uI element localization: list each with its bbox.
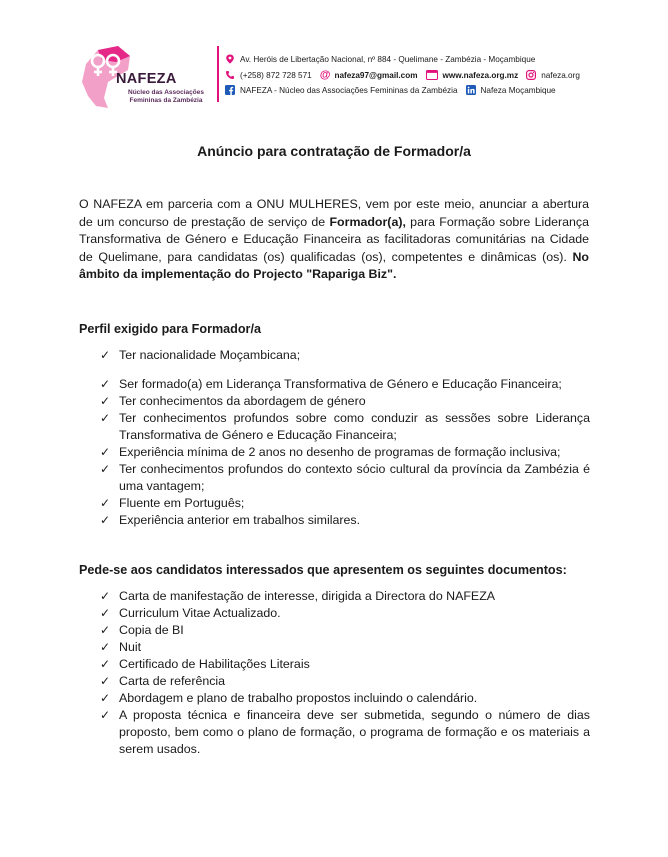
facebook-item	[225, 85, 458, 95]
linkedin-icon	[466, 85, 476, 95]
list-item	[100, 673, 590, 690]
documents-heading: Pede-se aos candidatos interessados que apresentem os seguintes documentos:	[79, 563, 567, 577]
list-item-text: Carta de referência	[119, 674, 226, 688]
list-item	[100, 410, 590, 444]
checkmark-icon: ✓	[100, 377, 111, 391]
list-item-text: A proposta técnica e financeira deve ser submetida, segundo o número de dias proposto, bem como o plano de formação, o programa de formação e os materiais a serem usados.	[119, 708, 590, 756]
list-item	[100, 622, 590, 639]
list-item-text: Copia de BI	[119, 623, 184, 637]
intro-paragraph	[79, 196, 589, 284]
nafeza-logo	[78, 42, 213, 114]
list-item-text: Ter nacionalidade Moçambicana;	[119, 348, 301, 362]
logo-name: NAFEZA	[116, 71, 177, 87]
list-item-text: Abordagem e plano de trabalho propostos incluindo o calendário.	[119, 691, 478, 705]
instagram-item	[526, 70, 580, 80]
checkmark-icon: ✓	[100, 411, 111, 425]
list-item-text: Carta de manifestação de interesse, dirigida a Directora do NAFEZA	[119, 589, 496, 603]
list-item-text: Ter conhecimentos da abordagem de género	[119, 394, 366, 408]
list-item	[100, 605, 590, 622]
list-item	[100, 393, 590, 410]
list-item-text: Experiência mínima de 2 anos no desenho de programas de formação inclusiva;	[119, 445, 561, 459]
list-item	[100, 707, 590, 758]
social-row	[225, 85, 564, 95]
list-item	[100, 347, 590, 364]
website-item	[426, 70, 519, 80]
checkmark-icon: ✓	[100, 445, 111, 459]
checkmark-icon: ✓	[100, 623, 111, 637]
facebook-text[interactable]: NAFEZA - Núcleo das Associações Femininas da Zambézia	[240, 85, 458, 95]
list-item	[100, 639, 590, 656]
checkmark-icon: ✓	[100, 691, 111, 705]
list-item-text: Curriculum Vitae Actualizado.	[119, 606, 281, 620]
intro-text-3: para Formação sobre Liderança Transformativa de Género e Educação Financeira as facilitadoras comunitárias na Cidade de Quelimane, para candidatas (os) qualificadas (os), competentes e dinâmicas (os).	[79, 214, 589, 264]
location-pin-icon	[225, 54, 235, 64]
address-row	[225, 54, 535, 64]
checkmark-icon: ✓	[100, 462, 111, 476]
list-item	[100, 588, 590, 605]
list-item	[100, 512, 590, 529]
instagram-icon	[526, 70, 536, 80]
phone-text: (+258) 872 728 571	[240, 70, 312, 80]
letterhead-divider	[217, 46, 219, 102]
address-text: Av. Heróis de Libertação Nacional, nº 884 - Quelimane - Zambézia - Moçambique	[240, 54, 536, 64]
linkedin-item	[466, 85, 556, 95]
list-item-text: Ser formado(a) em Liderança Transformativa de Género e Educação Financeira;	[119, 377, 562, 391]
checkmark-icon: ✓	[100, 496, 111, 510]
profile-heading: Perfil exigido para Formador/a	[79, 322, 261, 336]
logo-subtitle: Núcleo das Associações Femininas da Zambézia	[128, 89, 204, 104]
phone-item	[225, 70, 312, 80]
list-item-text: Ter conhecimentos profundos do contexto sócio cultural da província da Zambézia é uma vantagem;	[119, 462, 590, 493]
contact-row	[225, 70, 588, 80]
list-item	[100, 444, 590, 461]
profile-list	[100, 347, 590, 529]
documents-list	[100, 588, 590, 758]
email-text[interactable]: nafeza97@gmail.com	[334, 70, 418, 80]
checkmark-icon: ✓	[100, 657, 111, 671]
list-item	[100, 495, 590, 512]
checkmark-icon: ✓	[100, 708, 111, 722]
document-title: Anúncio para contratação de Formador/a	[197, 143, 471, 159]
list-item-text: Certificado de Habilitações Literais	[119, 657, 310, 671]
checkmark-icon: ✓	[100, 348, 111, 362]
checkmark-icon: ✓	[100, 513, 111, 527]
website-text[interactable]: www.nafeza.org.mz	[442, 70, 519, 80]
list-item	[100, 656, 590, 673]
intro-text-2: Formador(a),	[329, 214, 406, 229]
list-item-text: Ter conhecimentos profundos sobre como conduzir as sessões sobre Liderança Transformativa de Género e Educação Financeira;	[119, 411, 590, 442]
web-browser-icon	[426, 70, 438, 80]
list-item	[100, 461, 590, 495]
email-item	[320, 70, 418, 80]
facebook-icon	[225, 85, 235, 95]
checkmark-icon: ✓	[100, 589, 111, 603]
list-item-text: Fluente em Português;	[119, 496, 245, 510]
list-item-text: Experiência anterior em trabalhos similares.	[119, 513, 361, 527]
list-item-text: Nuit	[119, 640, 142, 654]
checkmark-icon: ✓	[100, 606, 111, 620]
instagram-text[interactable]: nafeza.org	[541, 70, 580, 80]
intro-text-1: O NAFEZA em parceria com a ONU MULHERES, vem por este meio, anunciar a abertura de um concurso de prestação de serviço de	[79, 197, 589, 229]
checkmark-icon: ✓	[100, 394, 111, 408]
list-item	[100, 690, 590, 707]
checkmark-icon: ✓	[100, 640, 111, 654]
email-icon: @	[319, 69, 331, 81]
phone-icon	[225, 70, 235, 80]
linkedin-text[interactable]: Nafeza Moçambique	[480, 85, 556, 95]
list-item	[100, 376, 590, 393]
checkmark-icon: ✓	[100, 674, 111, 688]
intro-text-4: No âmbito da implementação do Projecto "Rapariga Biz".	[79, 249, 589, 282]
